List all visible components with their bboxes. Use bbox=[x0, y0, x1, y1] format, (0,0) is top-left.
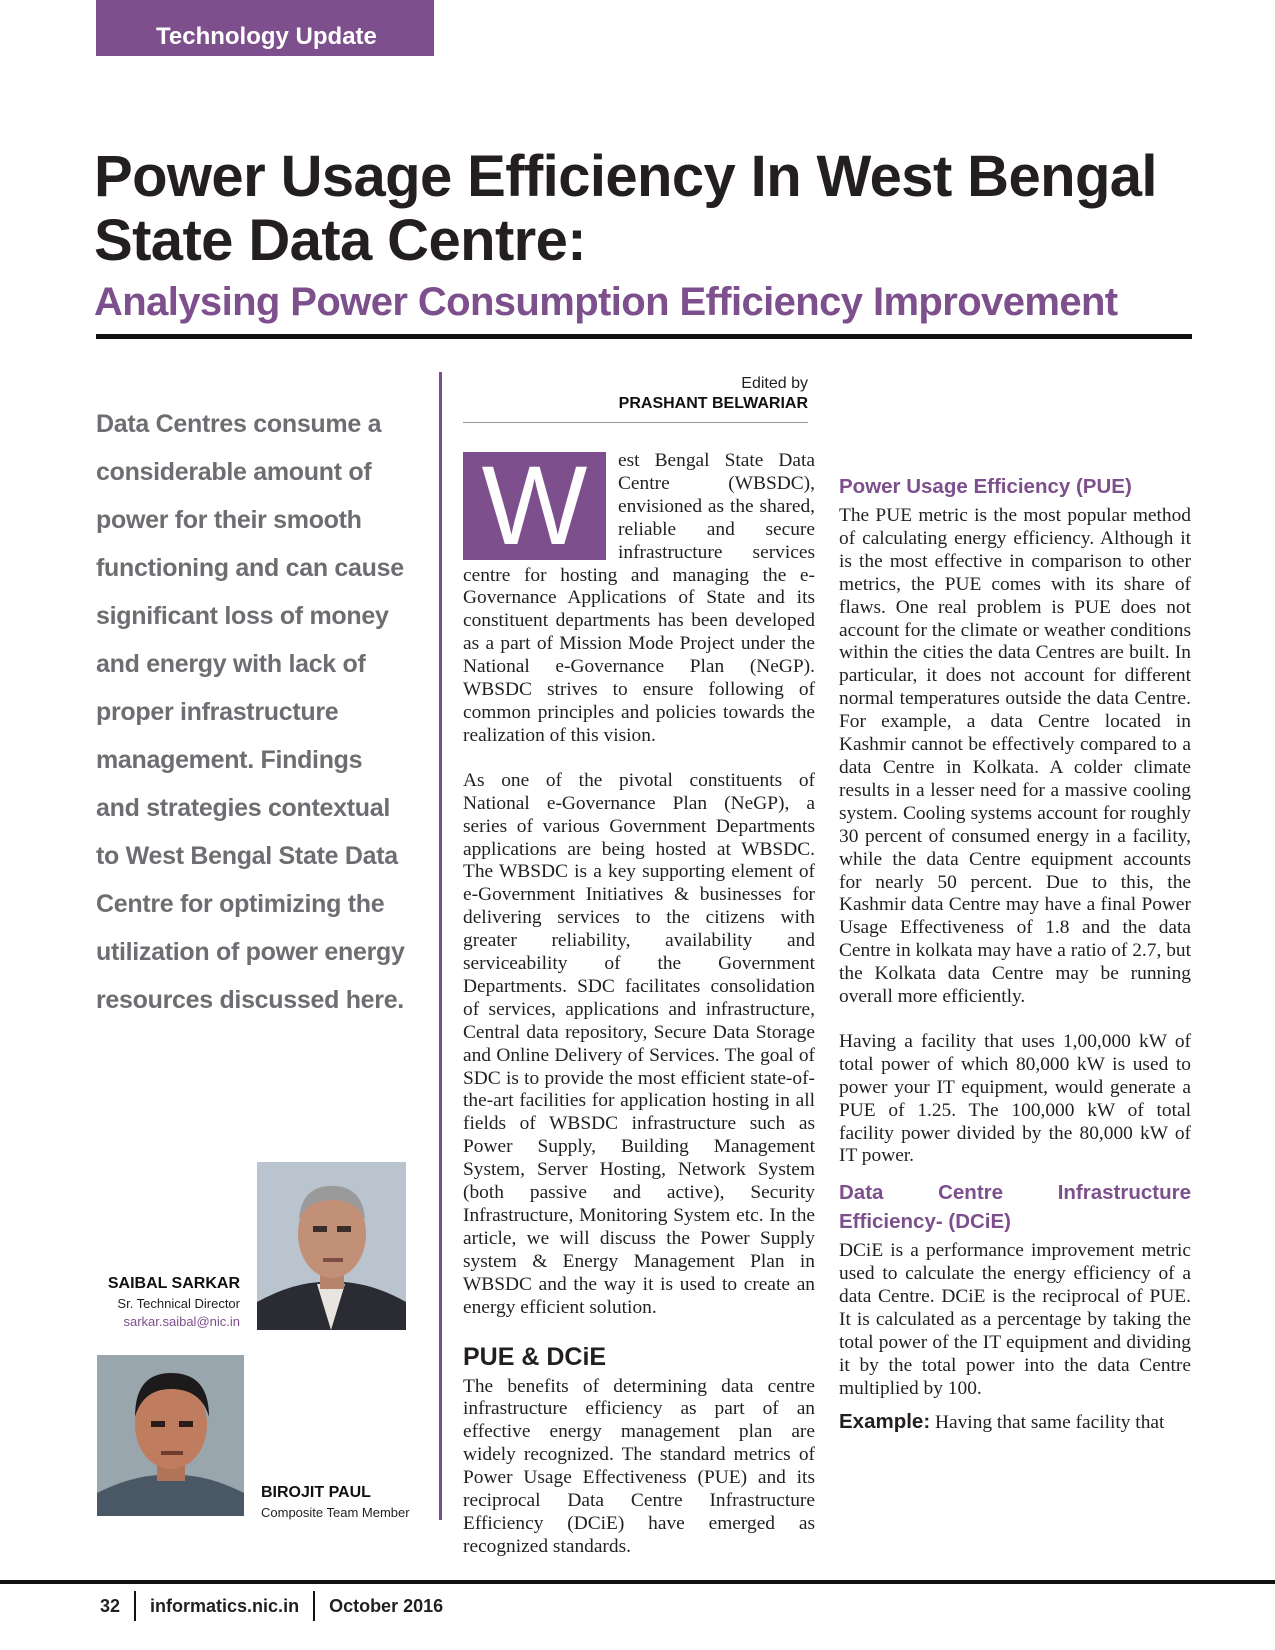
footer-site: informatics.nic.in bbox=[150, 1595, 300, 1616]
paragraph-intro-text: est Bengal State Data Centre (WBSDC), envisioned as the shared, reliable and secure infrastructure services centre for hosting and managing the e-Governance Applications of State and its constituent departments has been developed as a part of Mission Mode Project under the National e-Governance Plan (NeGP). WBSDC strives to ensure following of common principles and policies towards the realization of this vision. bbox=[463, 450, 815, 746]
article-column-1 bbox=[463, 443, 815, 1559]
author-role: Composite Team Member bbox=[261, 1505, 410, 1520]
page-footer bbox=[100, 1590, 443, 1622]
paragraph-pue-example: Having a facility that uses 1,00,000 kW of total power of which 80,000 kW is used to power your IT equipment, would generate a PUE of 1.25. The 100,000 kW of total facility power divided by the 80,000 kW of IT power. bbox=[839, 1030, 1191, 1167]
author-birojit bbox=[261, 1484, 441, 1520]
paragraph-dcie-example bbox=[839, 1411, 1191, 1435]
drop-cap: W bbox=[463, 452, 606, 560]
paragraph-benefits bbox=[463, 1376, 815, 1559]
author-email: sarkar.saibal@nic.in bbox=[123, 1314, 240, 1329]
footer-date: October 2016 bbox=[329, 1595, 444, 1616]
paragraph-dcie: DCiE is a performance improvement metric used to calculate the energy efficiency of a data Centre. DCiE is the reciprocal of PUE. It is calculated as a percentage by taking the total power of the IT equipment and dividing it by the total power into the data Centre multiplied by 100. bbox=[839, 1240, 1191, 1399]
heading-pue: Power Usage Efficiency (PUE) bbox=[839, 475, 1132, 498]
author-name: SAIBAL SARKAR bbox=[107, 1275, 240, 1292]
footer-divider bbox=[0, 1580, 1275, 1584]
author-photo-saibal bbox=[257, 1162, 406, 1330]
intro-summary: Data Centres consume a considerable amount of power for their smooth functioning and can cause significant loss of money and energy with lack of proper infrastructure management. Findings and strategies contextual to West Bengal State Data Centre for optimizing the utilization of power energy resources discussed here. bbox=[96, 410, 405, 1014]
paragraph-negp: As one of the pivotal constituents of National e-Governance Plan (NeGP), a series of various Government Departments applications are being hosted at WBSDC. The WBSDC is a key supporting element of e-Government Initiatives & businesses for delivering services to the citizens with greater reliability, availability and serviceability of the Government Departments. SDC facilitates consolidation of services, applications and infrastructure, Central data repository, Secure Data Storage and Online Delivery of Services. The goal of SDC is to provide the most efficient state-of-the-art facilities for application hosting in all fields of WBSDC infrastructure such as Power Supply, Building Management System, Server Hosting, Network System (both passive and active), Security Infrastructure, Monitoring System etc. In the article, we will discuss the Power Supply system & Energy Management Plan in WBSDC and the way it is used to create an energy efficient solution. bbox=[463, 769, 815, 1318]
paragraph-intro bbox=[463, 443, 815, 748]
article-title: Power Usage Efficiency In West Bengal State Data Centre: bbox=[94, 144, 1157, 273]
editor-divider bbox=[463, 422, 808, 423]
example-label: Example: bbox=[839, 1409, 931, 1433]
section-tag: Technology Update bbox=[96, 0, 434, 56]
editor-name: PRASHANT BELWARIAR bbox=[618, 395, 808, 412]
paragraph-pue: The PUE metric is the most popular method of calculating energy efficiency. Although it is the most effective in comparison to other metrics, the PUE comes with its share of flaws. One real problem is PUE does not account for the climate or weather conditions within the cities the data Centres are built. In particular, it does not account for different normal temperatures outside the data Centre. For example, a data Centre located in Kashmir cannot be effectively compared to a data Centre in Kolkata. A colder climate results in a lesser need for a massive cooling system. Cooling systems account for roughly 30 percent of consumed energy in a facility, while the data Centre equipment accounts for nearly 50 percent. Due to this, the Kashmir data Centre may have a final Power Usage Effectiveness of 1.8 and the data Centre in kolkata may have a ratio of 2.7, but the Kolkata data Centre may be running overall more efficiently. bbox=[839, 505, 1191, 1008]
author-name: BIROJIT PAUL bbox=[261, 1484, 371, 1501]
heading-dcie: Data Centre Infrastructure Efficiency- (DCiE) bbox=[839, 1181, 1191, 1234]
author-role: Sr. Technical Director bbox=[117, 1296, 240, 1311]
example-text: Having that same facility that bbox=[930, 1411, 1165, 1433]
column-divider bbox=[439, 372, 442, 1520]
editor-credit bbox=[463, 375, 808, 413]
article-column-2 bbox=[839, 466, 1191, 1435]
paragraph-benefits-text: The benefits of determining data centre infrastructure efficiency as part of an effective energy management plan are widely recognized. The standard metrics of Power Usage Effectiveness (PUE) and its reciprocal Data Centre Infrastructure Efficiency (DCiE) have emerged as recognized standards. bbox=[463, 1375, 815, 1557]
page-number: 32 bbox=[100, 1595, 121, 1616]
title-divider bbox=[96, 334, 1192, 339]
editor-label: Edited by bbox=[741, 375, 808, 392]
heading-pue-dcie: PUE & DCiE bbox=[463, 1342, 607, 1371]
article-subtitle: Analysing Power Consumption Efficiency Improvement bbox=[94, 280, 1118, 324]
footer-separator bbox=[134, 1591, 136, 1621]
author-saibal bbox=[90, 1275, 240, 1329]
author-photo-birojit bbox=[97, 1355, 244, 1516]
footer-separator bbox=[313, 1591, 315, 1621]
